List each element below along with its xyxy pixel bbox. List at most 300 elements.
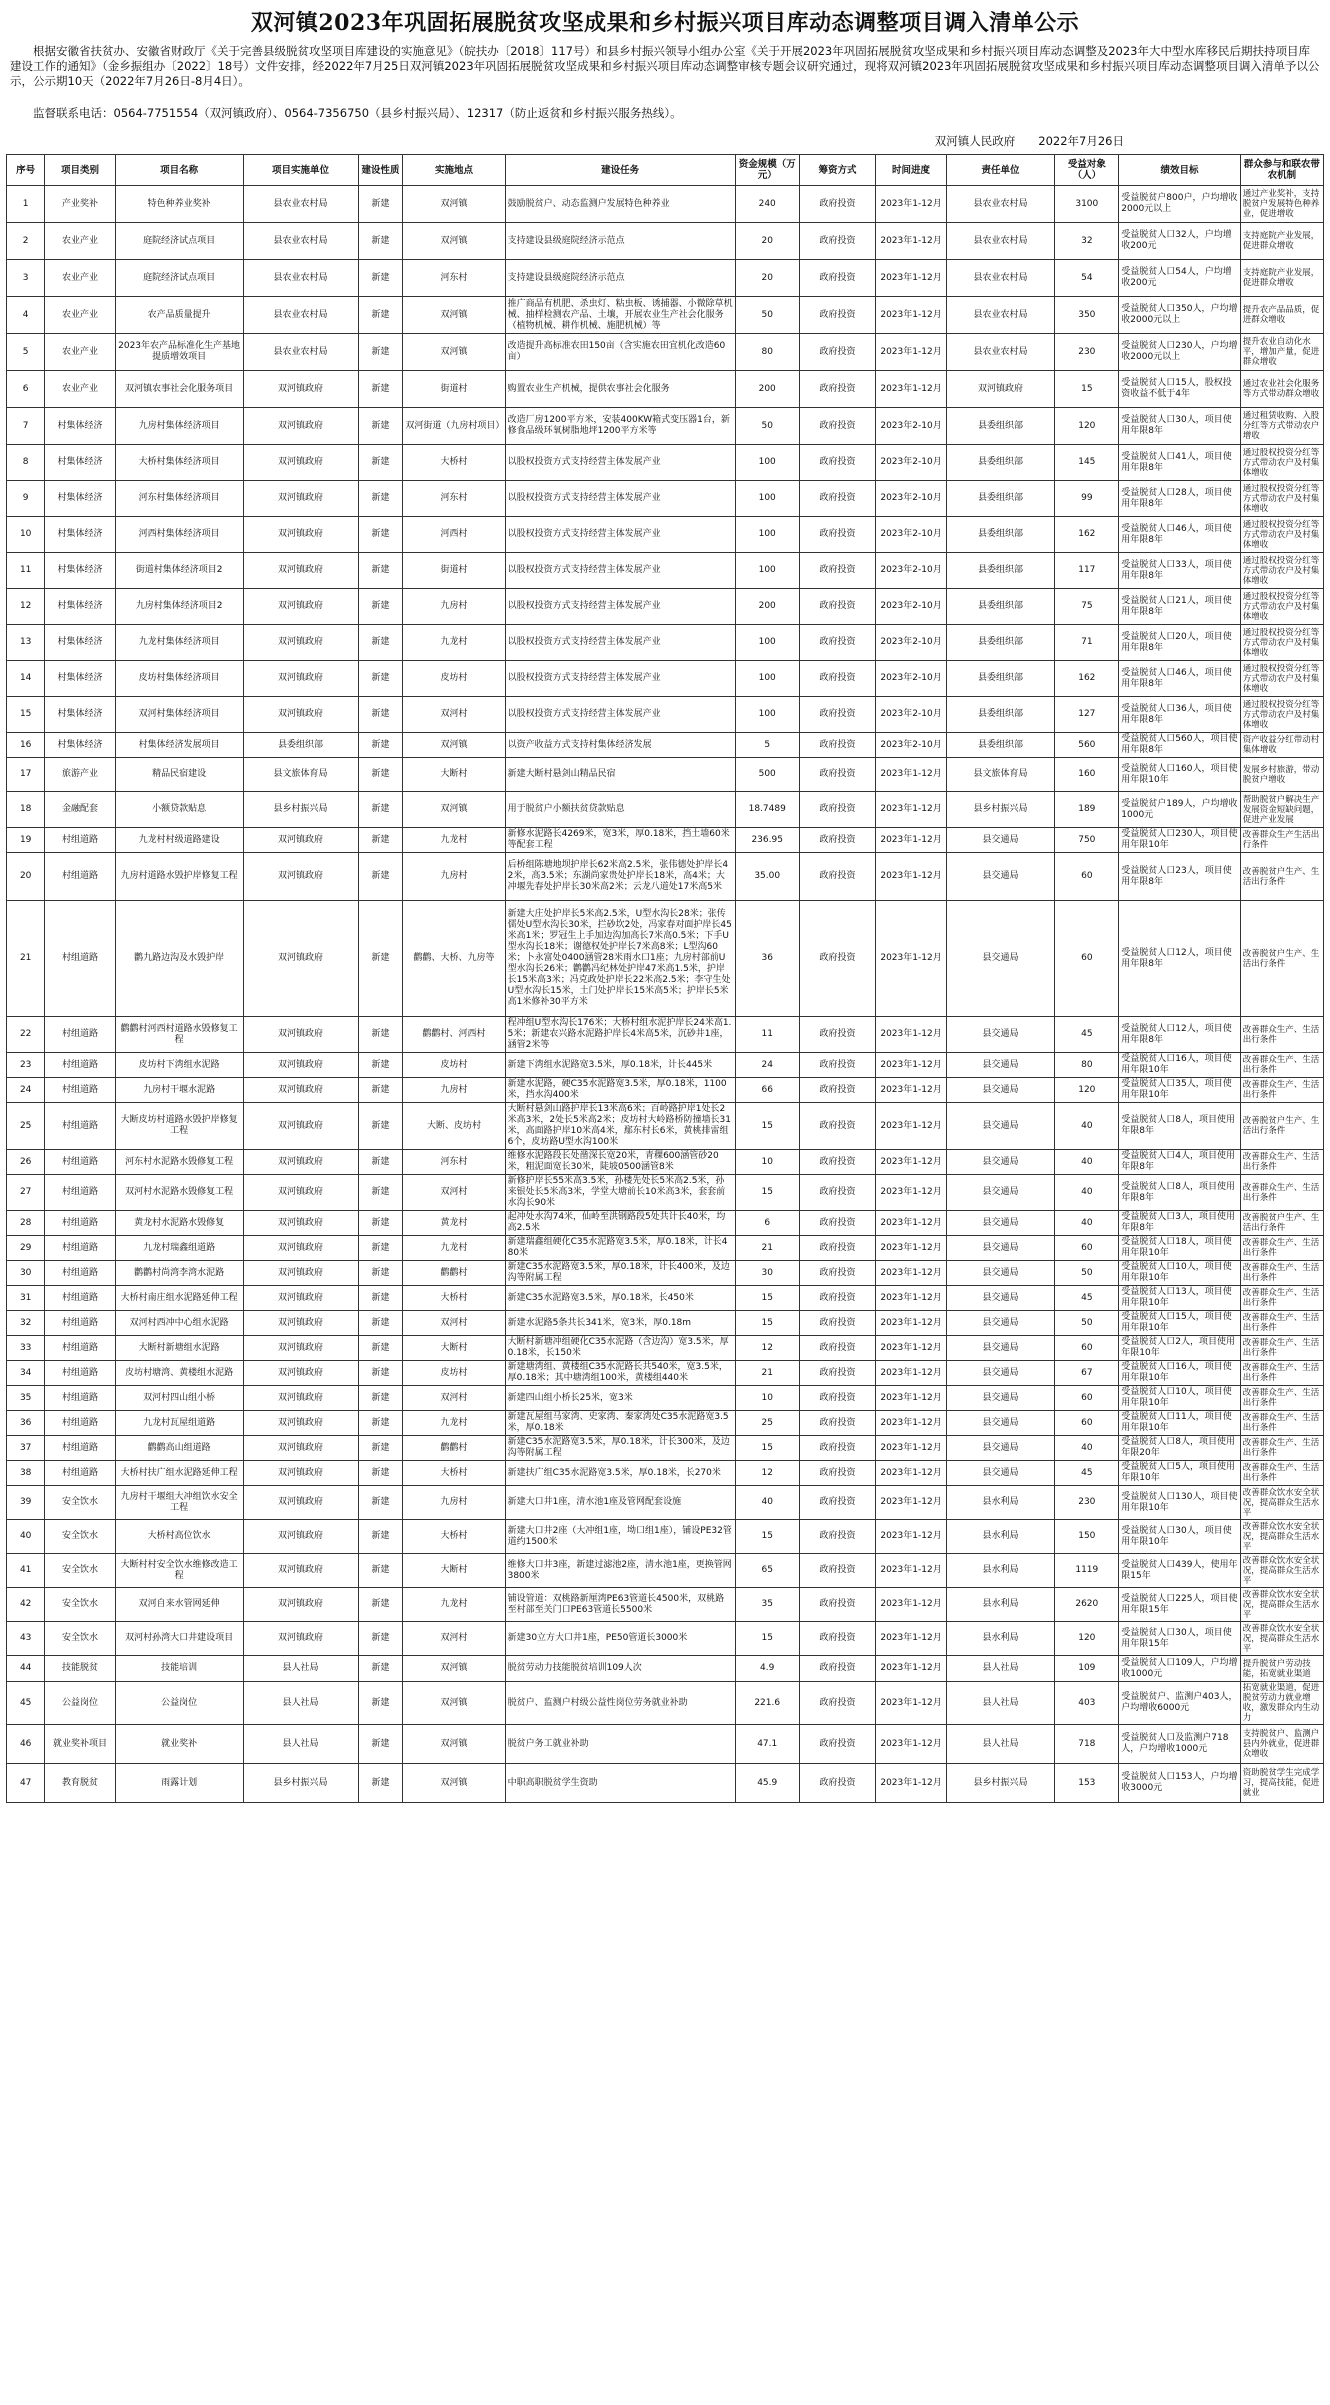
cell-schedule: 2023年1-12月 bbox=[876, 1103, 946, 1150]
cell-seq: 34 bbox=[7, 1361, 45, 1386]
cell-responsible: 县水利局 bbox=[946, 1486, 1055, 1520]
cell-task: 新修水泥路长4269米，宽3米，厚0.18米，挡土墙60米等配套工程 bbox=[505, 828, 735, 853]
cell-seq: 5 bbox=[7, 334, 45, 371]
cell-task: 新建30立方大口井1座，PE50管道长3000米 bbox=[505, 1622, 735, 1656]
cell-schedule: 2023年1-12月 bbox=[876, 1361, 946, 1386]
cell-nature: 新建 bbox=[358, 1236, 403, 1261]
cell-implementer: 双河镇政府 bbox=[243, 553, 358, 589]
cell-location: 大断、皮坊村 bbox=[403, 1103, 505, 1150]
cell-implementer: 县农业农村局 bbox=[243, 223, 358, 260]
cell-beneficiaries: 60 bbox=[1055, 853, 1119, 901]
cell-seq: 10 bbox=[7, 517, 45, 553]
cell-location: 双河镇 bbox=[403, 733, 505, 758]
cell-beneficiaries: 230 bbox=[1055, 334, 1119, 371]
cell-funding-method: 政府投资 bbox=[799, 828, 876, 853]
cell-location: 鹳鹳村 bbox=[403, 1436, 505, 1461]
cell-nature: 新建 bbox=[358, 408, 403, 445]
cell-implementer: 双河镇政府 bbox=[243, 1386, 358, 1411]
cell-project-name: 九房村干堰水泥路 bbox=[115, 1078, 243, 1103]
table-row bbox=[7, 481, 1324, 517]
header-col-responsible: 责任单位 bbox=[946, 155, 1055, 186]
cell-seq: 6 bbox=[7, 371, 45, 408]
cell-mechanism: 资助脱贫学生完成学习，提高技能，促进就业 bbox=[1240, 1764, 1323, 1803]
cell-responsible: 县委组织部 bbox=[946, 517, 1055, 553]
table-row bbox=[7, 853, 1324, 901]
cell-task: 以股权投资方式支持经营主体发展产业 bbox=[505, 517, 735, 553]
cell-location: 大桥村 bbox=[403, 445, 505, 481]
cell-funding-method: 政府投资 bbox=[799, 1078, 876, 1103]
cell-responsible: 县交通局 bbox=[946, 1286, 1055, 1311]
table-row bbox=[7, 625, 1324, 661]
cell-beneficiaries: 40 bbox=[1055, 1175, 1119, 1211]
cell-responsible: 县农业农村局 bbox=[946, 260, 1055, 297]
cell-category: 安全饮水 bbox=[45, 1622, 115, 1656]
cell-beneficiaries: 15 bbox=[1055, 371, 1119, 408]
cell-responsible: 县交通局 bbox=[946, 1175, 1055, 1211]
cell-project-name: 皮坊村下湾组水泥路 bbox=[115, 1053, 243, 1078]
cell-mechanism: 改善群众生产、生活出行条件 bbox=[1240, 1236, 1323, 1261]
table-row bbox=[7, 371, 1324, 408]
cell-project-name: 雨露计划 bbox=[115, 1764, 243, 1803]
cell-funding-method: 政府投资 bbox=[799, 408, 876, 445]
cell-project-name: 皮坊村塘湾、黄楼组水泥路 bbox=[115, 1361, 243, 1386]
cell-performance: 受益脱贫人口153人，户均增收3000元 bbox=[1119, 1764, 1240, 1803]
cell-nature: 新建 bbox=[358, 1386, 403, 1411]
cell-performance: 受益脱贫人口18人，项目使用年限10年 bbox=[1119, 1236, 1240, 1261]
cell-nature: 新建 bbox=[358, 1520, 403, 1554]
cell-responsible: 县委组织部 bbox=[946, 697, 1055, 733]
cell-beneficiaries: 120 bbox=[1055, 408, 1119, 445]
cell-implementer: 双河镇政府 bbox=[243, 1411, 358, 1436]
cell-mechanism: 改善脱贫户生产、生活出行条件 bbox=[1240, 1103, 1323, 1150]
cell-project-name: 村集体经济发展项目 bbox=[115, 733, 243, 758]
cell-performance: 受益脱贫人口54人，户均增收200元 bbox=[1119, 260, 1240, 297]
cell-funding-method: 政府投资 bbox=[799, 697, 876, 733]
cell-implementer: 双河镇政府 bbox=[243, 1520, 358, 1554]
cell-implementer: 双河镇政府 bbox=[243, 697, 358, 733]
cell-performance: 受益脱贫人口30人，项目使用年限10年 bbox=[1119, 1520, 1240, 1554]
cell-schedule: 2023年2-10月 bbox=[876, 553, 946, 589]
cell-category: 农业产业 bbox=[45, 297, 115, 334]
cell-performance: 受益脱贫人口439人，使用年限15年 bbox=[1119, 1554, 1240, 1588]
cell-implementer: 县农业农村局 bbox=[243, 186, 358, 223]
cell-task: 新建C35水泥路宽3.5米，厚0.18米，计长300米，及边沟等附属工程 bbox=[505, 1436, 735, 1461]
cell-project-name: 河东村集体经济项目 bbox=[115, 481, 243, 517]
cell-schedule: 2023年2-10月 bbox=[876, 625, 946, 661]
cell-mechanism: 改善群众生产、生活出行条件 bbox=[1240, 1017, 1323, 1053]
header-col-funding: 资金规模（万元） bbox=[735, 155, 799, 186]
table-row bbox=[7, 1486, 1324, 1520]
cell-project-name: 就业奖补 bbox=[115, 1725, 243, 1764]
table-row bbox=[7, 758, 1324, 792]
cell-nature: 新建 bbox=[358, 1588, 403, 1622]
cell-funding: 221.6 bbox=[735, 1682, 799, 1725]
cell-location: 双河镇 bbox=[403, 1682, 505, 1725]
table-row bbox=[7, 1175, 1324, 1211]
cell-nature: 新建 bbox=[358, 1461, 403, 1486]
cell-funding: 11 bbox=[735, 1017, 799, 1053]
cell-location: 河东村 bbox=[403, 260, 505, 297]
cell-location: 河西村 bbox=[403, 517, 505, 553]
cell-performance: 受益脱贫人口15人，项目使用年限10年 bbox=[1119, 1311, 1240, 1336]
cell-seq: 9 bbox=[7, 481, 45, 517]
cell-task: 以股权投资方式支持经营主体发展产业 bbox=[505, 589, 735, 625]
cell-implementer: 双河镇政府 bbox=[243, 901, 358, 1017]
table-row bbox=[7, 334, 1324, 371]
cell-seq: 27 bbox=[7, 1175, 45, 1211]
cell-funding: 100 bbox=[735, 697, 799, 733]
cell-beneficiaries: 350 bbox=[1055, 297, 1119, 334]
cell-beneficiaries: 40 bbox=[1055, 1211, 1119, 1236]
cell-implementer: 双河镇政府 bbox=[243, 1622, 358, 1656]
cell-project-name: 街道村集体经济项目2 bbox=[115, 553, 243, 589]
cell-seq: 47 bbox=[7, 1764, 45, 1803]
cell-implementer: 县文旅体育局 bbox=[243, 758, 358, 792]
cell-implementer: 双河镇政府 bbox=[243, 853, 358, 901]
cell-schedule: 2023年1-12月 bbox=[876, 1682, 946, 1725]
cell-responsible: 县交通局 bbox=[946, 1336, 1055, 1361]
cell-task: 起冲处水沟74米，仙岭至洪钢路段5处共计长40米，均高2.5米 bbox=[505, 1211, 735, 1236]
cell-implementer: 双河镇政府 bbox=[243, 1311, 358, 1336]
cell-mechanism: 改善群众生产、生活出行条件 bbox=[1240, 1386, 1323, 1411]
cell-beneficiaries: 127 bbox=[1055, 697, 1119, 733]
cell-responsible: 县交通局 bbox=[946, 1078, 1055, 1103]
cell-schedule: 2023年1-12月 bbox=[876, 1336, 946, 1361]
cell-performance: 受益脱贫人口28人，项目使用年限8年 bbox=[1119, 481, 1240, 517]
cell-location: 黄龙村 bbox=[403, 1211, 505, 1236]
cell-implementer: 双河镇政府 bbox=[243, 1211, 358, 1236]
cell-performance: 受益脱贫户、监测户403人，户均增收6000元 bbox=[1119, 1682, 1240, 1725]
cell-schedule: 2023年2-10月 bbox=[876, 517, 946, 553]
cell-beneficiaries: 45 bbox=[1055, 1461, 1119, 1486]
cell-beneficiaries: 153 bbox=[1055, 1764, 1119, 1803]
cell-mechanism: 支持庭院产业发展，促进群众增收 bbox=[1240, 260, 1323, 297]
cell-funding: 24 bbox=[735, 1053, 799, 1078]
table-row bbox=[7, 1236, 1324, 1261]
cell-seq: 28 bbox=[7, 1211, 45, 1236]
cell-beneficiaries: 80 bbox=[1055, 1053, 1119, 1078]
cell-implementer: 县人社局 bbox=[243, 1725, 358, 1764]
cell-funding: 66 bbox=[735, 1078, 799, 1103]
cell-project-name: 鹳鹳村河西村道路水毁修复工程 bbox=[115, 1017, 243, 1053]
cell-nature: 新建 bbox=[358, 758, 403, 792]
cell-funding: 20 bbox=[735, 223, 799, 260]
cell-mechanism: 改善群众饮水安全状况，提高群众生活水平 bbox=[1240, 1622, 1323, 1656]
cell-beneficiaries: 117 bbox=[1055, 553, 1119, 589]
cell-funding-method: 政府投资 bbox=[799, 517, 876, 553]
table-row bbox=[7, 297, 1324, 334]
cell-location: 鹳鹳、大桥、九房等 bbox=[403, 901, 505, 1017]
cell-project-name: 庭院经济试点项目 bbox=[115, 260, 243, 297]
cell-schedule: 2023年1-12月 bbox=[876, 1261, 946, 1286]
cell-mechanism: 改善群众生产、生活出行条件 bbox=[1240, 1175, 1323, 1211]
table-row bbox=[7, 1461, 1324, 1486]
cell-implementer: 双河镇政府 bbox=[243, 371, 358, 408]
cell-schedule: 2023年1-12月 bbox=[876, 1486, 946, 1520]
cell-funding-method: 政府投资 bbox=[799, 853, 876, 901]
table-row bbox=[7, 1520, 1324, 1554]
cell-mechanism: 改善群众饮水安全状况，提高群众生活水平 bbox=[1240, 1486, 1323, 1520]
cell-task: 中职高职脱贫学生资助 bbox=[505, 1764, 735, 1803]
cell-location: 双河镇 bbox=[403, 1656, 505, 1682]
cell-schedule: 2023年1-12月 bbox=[876, 1286, 946, 1311]
cell-beneficiaries: 718 bbox=[1055, 1725, 1119, 1764]
cell-funding: 12 bbox=[735, 1336, 799, 1361]
cell-seq: 23 bbox=[7, 1053, 45, 1078]
cell-beneficiaries: 60 bbox=[1055, 1386, 1119, 1411]
cell-project-name: 大断村新塘组水泥路 bbox=[115, 1336, 243, 1361]
cell-task: 新建扶广组C35水泥路宽3.5米，厚0.18米，长270米 bbox=[505, 1461, 735, 1486]
cell-schedule: 2023年2-10月 bbox=[876, 661, 946, 697]
cell-funding-method: 政府投资 bbox=[799, 1461, 876, 1486]
cell-funding: 20 bbox=[735, 260, 799, 297]
cell-category: 就业奖补项目 bbox=[45, 1725, 115, 1764]
cell-task: 以资产收益方式支持村集体经济发展 bbox=[505, 733, 735, 758]
header-col-beneficiaries: 受益对象（人） bbox=[1055, 155, 1119, 186]
cell-beneficiaries: 160 bbox=[1055, 758, 1119, 792]
cell-funding: 47.1 bbox=[735, 1725, 799, 1764]
cell-performance: 受益脱贫人口21人，项目使用年限8年 bbox=[1119, 589, 1240, 625]
cell-implementer: 县人社局 bbox=[243, 1656, 358, 1682]
cell-seq: 4 bbox=[7, 297, 45, 334]
cell-performance: 受益脱贫人口160人，项目使用年限10年 bbox=[1119, 758, 1240, 792]
cell-performance: 受益脱贫人口5人，项目使用年限10年 bbox=[1119, 1461, 1240, 1486]
cell-funding: 25 bbox=[735, 1411, 799, 1436]
cell-beneficiaries: 750 bbox=[1055, 828, 1119, 853]
cell-mechanism: 改善脱贫户生产、生活出行条件 bbox=[1240, 901, 1323, 1017]
cell-funding: 15 bbox=[735, 1103, 799, 1150]
cell-responsible: 县交通局 bbox=[946, 1386, 1055, 1411]
table-row bbox=[7, 1017, 1324, 1053]
cell-location: 九龙村 bbox=[403, 625, 505, 661]
cell-task: 新建下湾组水泥路宽3.5米，厚0.18米，计长445米 bbox=[505, 1053, 735, 1078]
cell-location: 河东村 bbox=[403, 481, 505, 517]
cell-seq: 18 bbox=[7, 792, 45, 828]
table-row bbox=[7, 1622, 1324, 1656]
cell-task: 新建C35水泥路宽3.5米，厚0.18米，计长400米，及边沟等附属工程 bbox=[505, 1261, 735, 1286]
cell-task: 新建四山组小桥长25米，宽3米 bbox=[505, 1386, 735, 1411]
cell-implementer: 县农业农村局 bbox=[243, 334, 358, 371]
cell-responsible: 县交通局 bbox=[946, 1361, 1055, 1386]
table-row bbox=[7, 1588, 1324, 1622]
cell-category: 村集体经济 bbox=[45, 661, 115, 697]
cell-funding-method: 政府投资 bbox=[799, 661, 876, 697]
cell-performance: 受益脱贫户189人，户均增收1000元 bbox=[1119, 792, 1240, 828]
cell-category: 技能脱贫 bbox=[45, 1656, 115, 1682]
cell-responsible: 县委组织部 bbox=[946, 733, 1055, 758]
cell-schedule: 2023年1-12月 bbox=[876, 758, 946, 792]
cell-beneficiaries: 3100 bbox=[1055, 186, 1119, 223]
cell-performance: 受益脱贫人口30人，项目使用年限8年 bbox=[1119, 408, 1240, 445]
cell-location: 九房村 bbox=[403, 589, 505, 625]
cell-funding: 12 bbox=[735, 1461, 799, 1486]
cell-funding: 4.9 bbox=[735, 1656, 799, 1682]
cell-funding: 40 bbox=[735, 1486, 799, 1520]
cell-schedule: 2023年1-12月 bbox=[876, 792, 946, 828]
cell-funding-method: 政府投资 bbox=[799, 553, 876, 589]
cell-category: 村组道路 bbox=[45, 1311, 115, 1336]
cell-mechanism: 支持脱贫户、监测户县内外就业，促进群众增收 bbox=[1240, 1725, 1323, 1764]
cell-performance: 受益脱贫人口10人，项目使用年限10年 bbox=[1119, 1386, 1240, 1411]
cell-responsible: 县农业农村局 bbox=[946, 334, 1055, 371]
cell-funding-method: 政府投资 bbox=[799, 589, 876, 625]
cell-responsible: 县交通局 bbox=[946, 1103, 1055, 1150]
cell-implementer: 双河镇政府 bbox=[243, 1336, 358, 1361]
cell-nature: 新建 bbox=[358, 828, 403, 853]
cell-seq: 32 bbox=[7, 1311, 45, 1336]
cell-funding-method: 政府投资 bbox=[799, 481, 876, 517]
cell-funding: 500 bbox=[735, 758, 799, 792]
table-row bbox=[7, 1311, 1324, 1336]
cell-nature: 新建 bbox=[358, 792, 403, 828]
cell-responsible: 县农业农村局 bbox=[946, 223, 1055, 260]
cell-location: 大桥村 bbox=[403, 1461, 505, 1486]
cell-funding-method: 政府投资 bbox=[799, 1656, 876, 1682]
cell-seq: 24 bbox=[7, 1078, 45, 1103]
cell-performance: 受益脱贫人口20人，项目使用年限8年 bbox=[1119, 625, 1240, 661]
cell-category: 村集体经济 bbox=[45, 589, 115, 625]
cell-performance: 受益脱贫人口109人，户均增收1000元 bbox=[1119, 1656, 1240, 1682]
cell-location: 鹳鹳村 bbox=[403, 1261, 505, 1286]
cell-mechanism: 改善脱贫户生产、生活出行条件 bbox=[1240, 853, 1323, 901]
cell-beneficiaries: 45 bbox=[1055, 1286, 1119, 1311]
cell-responsible: 县水利局 bbox=[946, 1588, 1055, 1622]
cell-schedule: 2023年1-12月 bbox=[876, 334, 946, 371]
cell-task: 用于脱贫户小额扶贫贷款贴息 bbox=[505, 792, 735, 828]
cell-schedule: 2023年1-12月 bbox=[876, 1053, 946, 1078]
cell-task: 大断村新塘冲组硬化C35水泥路（含边沟）宽3.5米，厚0.18米，长150米 bbox=[505, 1336, 735, 1361]
header-col-project-name: 项目名称 bbox=[115, 155, 243, 186]
cell-project-name: 精品民宿建设 bbox=[115, 758, 243, 792]
cell-responsible: 县委组织部 bbox=[946, 625, 1055, 661]
cell-category: 村集体经济 bbox=[45, 408, 115, 445]
header-col-task: 建设任务 bbox=[505, 155, 735, 186]
cell-schedule: 2023年1-12月 bbox=[876, 297, 946, 334]
cell-responsible: 县乡村振兴局 bbox=[946, 1764, 1055, 1803]
cell-seq: 15 bbox=[7, 697, 45, 733]
cell-seq: 46 bbox=[7, 1725, 45, 1764]
cell-nature: 新建 bbox=[358, 1764, 403, 1803]
cell-funding-method: 政府投资 bbox=[799, 1764, 876, 1803]
cell-location: 街道村 bbox=[403, 371, 505, 408]
project-table bbox=[6, 154, 1324, 1803]
cell-nature: 新建 bbox=[358, 1361, 403, 1386]
cell-responsible: 县交通局 bbox=[946, 1261, 1055, 1286]
cell-responsible: 县水利局 bbox=[946, 1554, 1055, 1588]
cell-implementer: 双河镇政府 bbox=[243, 1236, 358, 1261]
cell-funding: 15 bbox=[735, 1436, 799, 1461]
cell-responsible: 县委组织部 bbox=[946, 661, 1055, 697]
cell-implementer: 双河镇政府 bbox=[243, 1486, 358, 1520]
cell-category: 村组道路 bbox=[45, 1103, 115, 1150]
cell-seq: 12 bbox=[7, 589, 45, 625]
cell-responsible: 县乡村振兴局 bbox=[946, 792, 1055, 828]
cell-implementer: 双河镇政府 bbox=[243, 408, 358, 445]
table-row bbox=[7, 1436, 1324, 1461]
cell-mechanism: 改善群众生产、生活出行条件 bbox=[1240, 1411, 1323, 1436]
cell-responsible: 县农业农村局 bbox=[946, 297, 1055, 334]
cell-location: 双河村 bbox=[403, 1175, 505, 1211]
table-row bbox=[7, 1411, 1324, 1436]
table-row bbox=[7, 260, 1324, 297]
cell-category: 安全饮水 bbox=[45, 1588, 115, 1622]
cell-category: 农业产业 bbox=[45, 334, 115, 371]
cell-mechanism: 改善群众生产、生活出行条件 bbox=[1240, 1261, 1323, 1286]
cell-project-name: 河西村集体经济项目 bbox=[115, 517, 243, 553]
cell-performance: 受益脱贫人口4人，项目使用年限8年 bbox=[1119, 1150, 1240, 1175]
table-row bbox=[7, 186, 1324, 223]
cell-responsible: 县交通局 bbox=[946, 1436, 1055, 1461]
cell-seq: 36 bbox=[7, 1411, 45, 1436]
cell-funding: 100 bbox=[735, 625, 799, 661]
cell-schedule: 2023年1-12月 bbox=[876, 1175, 946, 1211]
cell-nature: 新建 bbox=[358, 517, 403, 553]
cell-location: 九房村 bbox=[403, 1078, 505, 1103]
cell-project-name: 九龙村集体经济项目 bbox=[115, 625, 243, 661]
cell-responsible: 县人社局 bbox=[946, 1656, 1055, 1682]
cell-funding-method: 政府投资 bbox=[799, 1103, 876, 1150]
cell-nature: 新建 bbox=[358, 1486, 403, 1520]
table-row bbox=[7, 1361, 1324, 1386]
cell-performance: 受益脱贫人口8人，项目使用年限20年 bbox=[1119, 1436, 1240, 1461]
cell-funding-method: 政府投资 bbox=[799, 371, 876, 408]
cell-mechanism: 改善群众生产、生活出行条件 bbox=[1240, 1336, 1323, 1361]
cell-project-name: 九房村集体经济项目 bbox=[115, 408, 243, 445]
cell-location: 九龙村 bbox=[403, 828, 505, 853]
cell-funding-method: 政府投资 bbox=[799, 1411, 876, 1436]
cell-implementer: 双河镇政府 bbox=[243, 517, 358, 553]
cell-schedule: 2023年1-12月 bbox=[876, 853, 946, 901]
page-title: 双河镇2023年巩固拓展脱贫攻坚成果和乡村振兴项目库动态调整项目调入清单公示 bbox=[250, 10, 1080, 36]
cell-task: 以股权投资方式支持经营主体发展产业 bbox=[505, 697, 735, 733]
cell-nature: 新建 bbox=[358, 697, 403, 733]
cell-schedule: 2023年2-10月 bbox=[876, 445, 946, 481]
cell-funding: 30 bbox=[735, 1261, 799, 1286]
table-row bbox=[7, 589, 1324, 625]
cell-funding-method: 政府投资 bbox=[799, 186, 876, 223]
cell-project-name: 大桥村高位饮水 bbox=[115, 1520, 243, 1554]
cell-beneficiaries: 32 bbox=[1055, 223, 1119, 260]
cell-implementer: 双河镇政府 bbox=[243, 1103, 358, 1150]
cell-category: 旅游产业 bbox=[45, 758, 115, 792]
cell-nature: 新建 bbox=[358, 1411, 403, 1436]
cell-nature: 新建 bbox=[358, 186, 403, 223]
cell-funding: 100 bbox=[735, 517, 799, 553]
cell-seq: 11 bbox=[7, 553, 45, 589]
table-row bbox=[7, 1150, 1324, 1175]
cell-category: 村集体经济 bbox=[45, 445, 115, 481]
cell-nature: 新建 bbox=[358, 1656, 403, 1682]
cell-task: 大断村悬剑山路护岸长13米高6米；百岭路护岸1处长2米高3米，2处长5米高2米；皮坊村大岭路桥防撞墙长31米，高面路护岸10米高4米，鄢东村长6米，黄桃排雷组6个，皮坊路U型水沟100米 bbox=[505, 1103, 735, 1150]
cell-implementer: 双河镇政府 bbox=[243, 1150, 358, 1175]
cell-schedule: 2023年1-12月 bbox=[876, 1386, 946, 1411]
cell-task: 推广商品有机肥、杀虫灯、粘虫板、诱捕器、小微除草机械、抽样检测农产品、土壤，开展农业生产社会化服务（植物机械、耕作机械、施肥机械）等 bbox=[505, 297, 735, 334]
cell-task: 新建大庄处护岸长5米高2.5米，U型水沟长28米；张传儒处U型水沟长30米，拦砂坎2处，冯家春对面护岸长45米高1米；罗冠生上手加边沟加高长7米高0.5米；下手U型水沟长18米；谢德权处护岸长7米高8米；L型沟60米；卜永富处0400涵管28米雨水口1座；九房村部前U型水沟长26米；鹳鹳冯纪林处护岸47米高1.5米，护岸长15米高3米；冯克政处护岸长22米高2.5米；李守生处U型水沟长15米，土门处护岸长15米高5米；护岸长5米高1米修补30平方米 bbox=[505, 901, 735, 1017]
cell-seq: 43 bbox=[7, 1622, 45, 1656]
cell-task: 程冲组U型水沟长176米；大桥村组水泥护岸长24米高1.5米；新建农兴路水泥路护岸长4米高5米，沉砂井1座，涵管2米等 bbox=[505, 1017, 735, 1053]
cell-seq: 3 bbox=[7, 260, 45, 297]
cell-location: 双河镇 bbox=[403, 223, 505, 260]
cell-funding: 15 bbox=[735, 1622, 799, 1656]
cell-project-name: 鹳鹳高山组道路 bbox=[115, 1436, 243, 1461]
cell-nature: 新建 bbox=[358, 589, 403, 625]
cell-funding-method: 政府投资 bbox=[799, 901, 876, 1017]
cell-schedule: 2023年1-12月 bbox=[876, 1211, 946, 1236]
cell-mechanism: 拓宽就业渠道，促进脱贫劳动力就业增收，激发群众内生动力 bbox=[1240, 1682, 1323, 1725]
cell-task: 新建水泥路，硬C35水泥路宽3.5米，厚0.18米，1100米，挡水沟400米 bbox=[505, 1078, 735, 1103]
cell-funding: 100 bbox=[735, 553, 799, 589]
cell-beneficiaries: 40 bbox=[1055, 1103, 1119, 1150]
